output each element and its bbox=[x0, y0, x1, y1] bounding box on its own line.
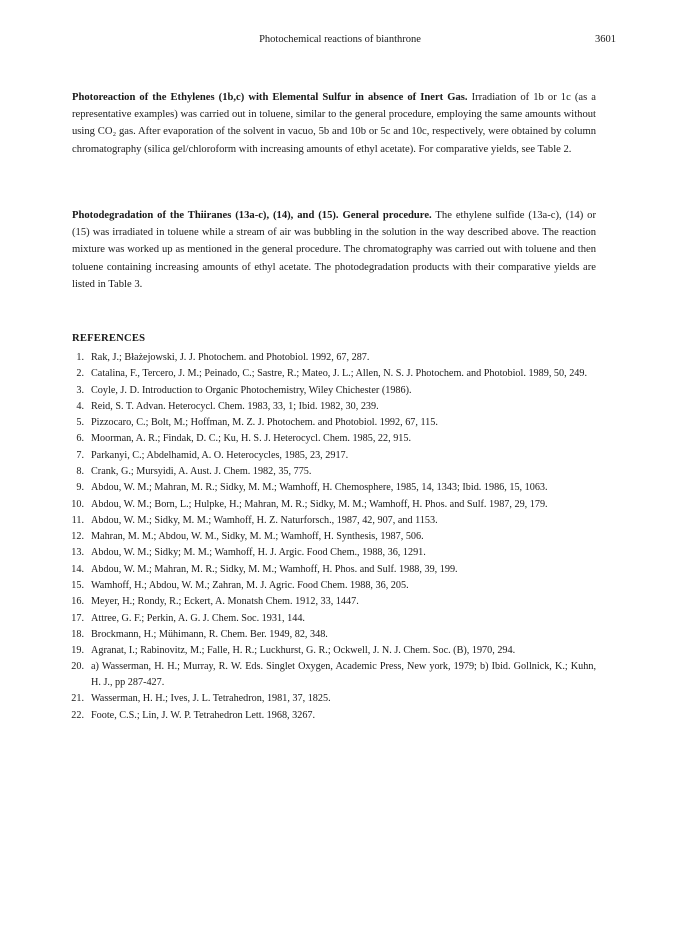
reference-text: Abdou, W. M.; Mahran, M. R.; Sidky, M. M.; Wamhoff, H. Phos. and Sulf. 1988, 39, 199. bbox=[91, 563, 458, 575]
reference-number: 14. bbox=[71, 563, 84, 575]
reference-number: 2. bbox=[76, 368, 84, 380]
reference-number: 20. bbox=[71, 661, 84, 673]
reference-number: 4. bbox=[76, 400, 84, 412]
reference-text: Catalina, F., Tercero, J. M.; Peinado, C.; Sastre, R.; Mateo, J. L.; Allen, N. S. J. Photochem. and Photobiol. 1989, 50, 249. bbox=[91, 368, 588, 380]
reference-item bbox=[66, 383, 596, 399]
reference-text: Wamhoff, H.; Abdou, W. M.; Zahran, M. J. Agric. Food Chem. 1988, 36, 205. bbox=[91, 579, 409, 591]
reference-item bbox=[66, 513, 596, 529]
reference-text: Parkanyi, C.; Abdelhamid, A. O. Heterocycles, 1985, 23, 2917. bbox=[91, 449, 349, 461]
reference-text: Coyle, J. D. Introduction to Organic Photochemistry, Wiley Chichester (1986). bbox=[91, 384, 412, 396]
reference-number: 12. bbox=[71, 531, 84, 543]
reference-item bbox=[66, 545, 596, 561]
reference-text: Mahran, M. M.; Abdou, W. M., Sidky, M. M.; Wamhoff, H. Synthesis, 1987, 506. bbox=[91, 531, 424, 543]
reference-number: 13. bbox=[71, 547, 84, 559]
page-number: 3601 bbox=[595, 34, 616, 45]
reference-item bbox=[66, 497, 596, 513]
reference-text: Attree, G. F.; Perkin, A. G. J. Chem. Soc. 1931, 144. bbox=[91, 612, 305, 624]
reference-text: Rak, J.; Błażejowski, J. J. Photochem. and Photobiol. 1992, 67, 287. bbox=[91, 352, 370, 363]
reference-number: 3. bbox=[76, 384, 84, 396]
reference-number: 11. bbox=[71, 514, 84, 526]
reference-number: 21. bbox=[71, 693, 84, 705]
paragraph-photoreaction bbox=[72, 89, 596, 158]
running-title: Photochemical reactions of bianthrone bbox=[259, 34, 421, 45]
reference-item bbox=[66, 643, 596, 659]
reference-number: 6. bbox=[76, 433, 84, 445]
paragraph-body: The ethylene sulfide (13a-c), (14) or (15) was irradiated in toluene while a stream of air was bubbling in the solution in the way described above. The reaction mixture was worked up as mentioned in the general procedure. The chromatography was carried out with toluene and then toluene containing increasing amounts of ethyl acetate. The photodegradation products with their comparative yields are listed in Table 3. bbox=[72, 210, 596, 290]
reference-number: 1. bbox=[76, 352, 84, 363]
reference-text: Wasserman, H. H.; Ives, J. L. Tetrahedron, 1981, 37, 1825. bbox=[91, 693, 331, 705]
reference-item bbox=[66, 708, 596, 724]
reference-item bbox=[66, 562, 596, 578]
reference-number: 19. bbox=[71, 645, 84, 657]
reference-item bbox=[66, 350, 596, 366]
reference-item bbox=[66, 448, 596, 464]
reference-item bbox=[66, 480, 596, 496]
reference-number: 22. bbox=[71, 709, 84, 721]
reference-number: 7. bbox=[76, 449, 84, 461]
reference-text: Brockmann, H.; Mühimann, R. Chem. Ber. 1949, 82, 348. bbox=[91, 628, 328, 640]
reference-item bbox=[66, 627, 596, 643]
reference-text: Abdou, W. M.; Sidky, M. M.; Wamhoff, H. Z. Naturforsch., 1987, 42, 907, and 1153. bbox=[91, 514, 438, 526]
reference-item bbox=[66, 366, 596, 382]
reference-text: Crank, G.; Mursyidi, A. Aust. J. Chem. 1982, 35, 775. bbox=[91, 465, 312, 477]
paragraph-photodegradation bbox=[72, 207, 596, 293]
reference-text: Meyer, H.; Rondy, R.; Eckert, A. Monatsh Chem. 1912, 33, 1447. bbox=[91, 596, 359, 608]
reference-item bbox=[66, 399, 596, 415]
reference-item bbox=[66, 578, 596, 594]
reference-text: a) Wasserman, H. H.; Murray, R. W. Eds. Singlet Oxygen, Academic Press, New york, 1979; b) Ibid. Gollnick, K.; Kuhn, H. J., pp 287-427. bbox=[91, 661, 596, 688]
reference-item bbox=[66, 659, 596, 690]
reference-text: Agranat, I.; Rabinovitz, M.; Falle, H. R.; Luckhurst, G. R.; Ockwell, J. N. J. Chem. Soc. (B), 1970, 294. bbox=[91, 645, 516, 657]
reference-number: 16. bbox=[71, 596, 84, 608]
references-heading: REFERENCES bbox=[72, 333, 146, 344]
reference-item bbox=[66, 431, 596, 447]
reference-text: Reid, S. T. Advan. Heterocycl. Chem. 1983, 33, 1; Ibid. 1982, 30, 239. bbox=[91, 400, 379, 412]
paragraph-body: Irradiation of 1b or 1c (as a representative examples) was carried out in toluene, similar to the general procedure, employing the same amounts without using CO₂ gas. After evaporation of the solvent in vacuo, 5b and 10b or 5c and 10c, respectively, were obtained by column chromatography (silica gel/chloroform with increasing amounts of ethyl acetate). For comparative yields, see Table 2. bbox=[72, 92, 596, 155]
reference-item bbox=[66, 464, 596, 480]
references-list bbox=[66, 350, 596, 724]
reference-number: 10. bbox=[71, 498, 84, 510]
reference-number: 17. bbox=[71, 612, 84, 624]
reference-text: Abdou, W. M.; Sidky; M. M.; Wamhoff, H. J. Argic. Food Chem., 1988, 36, 1291. bbox=[91, 547, 426, 559]
reference-text: Pizzocaro, C.; Bolt, M.; Hoffman, M. Z. J. Photochem. and Photobiol. 1992, 67, 115. bbox=[91, 417, 438, 429]
paragraph-lead: Photoreaction of the Ethylenes (1b,c) with Elemental Sulfur in absence of Inert Gas. bbox=[72, 92, 468, 103]
reference-number: 8. bbox=[76, 465, 84, 477]
reference-number: 15. bbox=[71, 579, 84, 591]
reference-item bbox=[66, 691, 596, 707]
reference-number: 18. bbox=[71, 628, 84, 640]
reference-item bbox=[66, 415, 596, 431]
reference-text: Foote, C.S.; Lin, J. W. P. Tetrahedron Lett. 1968, 3267. bbox=[91, 709, 316, 721]
paragraph-lead: Photodegradation of the Thiiranes (13a-c), (14), and (15). General procedure. bbox=[72, 210, 432, 221]
reference-item bbox=[66, 529, 596, 545]
running-header bbox=[0, 34, 680, 50]
reference-text: Moorman, A. R.; Findak, D. C.; Ku, H. S. J. Heterocycl. Chem. 1985, 22, 915. bbox=[91, 433, 412, 445]
reference-item bbox=[66, 594, 596, 610]
reference-number: 5. bbox=[76, 417, 84, 429]
reference-number: 9. bbox=[76, 482, 84, 494]
reference-item bbox=[66, 611, 596, 627]
reference-text: Abdou, W. M.; Born, L.; Hulpke, H.; Mahran, M. R.; Sidky, M. M.; Wamhoff, H. Phos. and Sulf. 1987, 29, 179. bbox=[91, 498, 548, 510]
reference-text: Abdou, W. M.; Mahran, M. R.; Sidky, M. M.; Wamhoff, H. Chemosphere, 1985, 14, 1343; Ibid. 1986, 15, 1063. bbox=[91, 482, 548, 494]
